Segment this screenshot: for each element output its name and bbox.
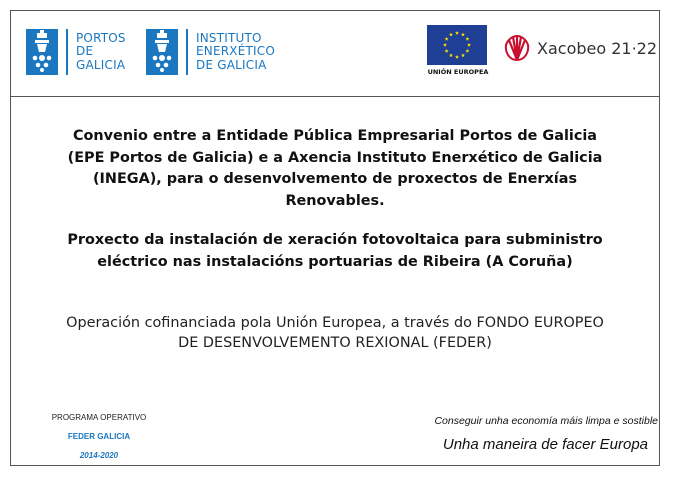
- eu-flag-icon: [427, 25, 487, 65]
- galicia-shield-icon: [146, 29, 178, 75]
- header-divider: [10, 96, 660, 97]
- programa-operativo: [40, 413, 158, 460]
- logo-line: PORTOS: [76, 30, 126, 45]
- eu-star: [455, 31, 459, 35]
- eu-star: [465, 37, 469, 41]
- inega-logo: [146, 29, 275, 75]
- slogan-big: Unha maneira de facer Europa: [442, 436, 648, 453]
- eu-star: [461, 53, 465, 57]
- xacobeo-text: Xacobeo 21·22: [537, 38, 658, 58]
- feder-galicia-label: FEDER GALICIA: [67, 432, 131, 441]
- eu-star: [461, 33, 465, 37]
- eu-star: [467, 43, 471, 47]
- portos-de-galicia-logo: [26, 29, 126, 75]
- eu-star: [449, 53, 453, 57]
- programa-years: 2014-2020: [79, 451, 119, 460]
- eu-star: [445, 37, 449, 41]
- logo-line: DE: [76, 44, 94, 59]
- eu-star: [455, 55, 459, 59]
- xacobeo-logo: [503, 34, 657, 62]
- eu-star: [465, 49, 469, 53]
- eu-logo: [427, 25, 489, 76]
- logo-line: DE GALICIA: [196, 57, 267, 72]
- eu-star: [449, 33, 453, 37]
- inega-text: [196, 32, 275, 73]
- eu-label: UNIÓN EUROPEA: [427, 68, 489, 76]
- proxecto-text: Proxecto da instalación de xeración fotovoltaica para subministro eléctrico nas instalacións portuarias de Ribeira (A Coruña): [67, 232, 603, 270]
- programa-label: PROGRAMA OPERATIVO: [51, 413, 147, 422]
- logo-separator: [66, 29, 68, 75]
- portos-de-galicia-text: [76, 32, 126, 73]
- logo-line: INSTITUTO: [196, 30, 262, 45]
- eu-star: [443, 43, 447, 47]
- logo-line: GALICIA: [76, 57, 126, 72]
- galicia-shield-icon: [26, 29, 58, 75]
- operacion-text: Operación cofinanciada pola Unión Europea, a través do FONDO EUROPEO DE DESENVOLVEMENTO REXIONAL (FEDER): [66, 315, 604, 351]
- logo-line: ENERXÉTICO: [196, 44, 275, 59]
- scallop-shell-icon: [503, 34, 531, 62]
- convenio-text: Convenio entre a Entidade Pública Empresarial Portos de Galicia (EPE Portos de Galicia) e a Axencia Instituto Enerxético de Galicia (INEGA), para o desenvolvemento de proxectos de Enerxías Renovables.: [67, 128, 603, 209]
- slogan-small: Conseguir unha economía máis limpa e sostible: [434, 415, 658, 427]
- eu-star: [445, 49, 449, 53]
- logo-separator: [186, 29, 188, 75]
